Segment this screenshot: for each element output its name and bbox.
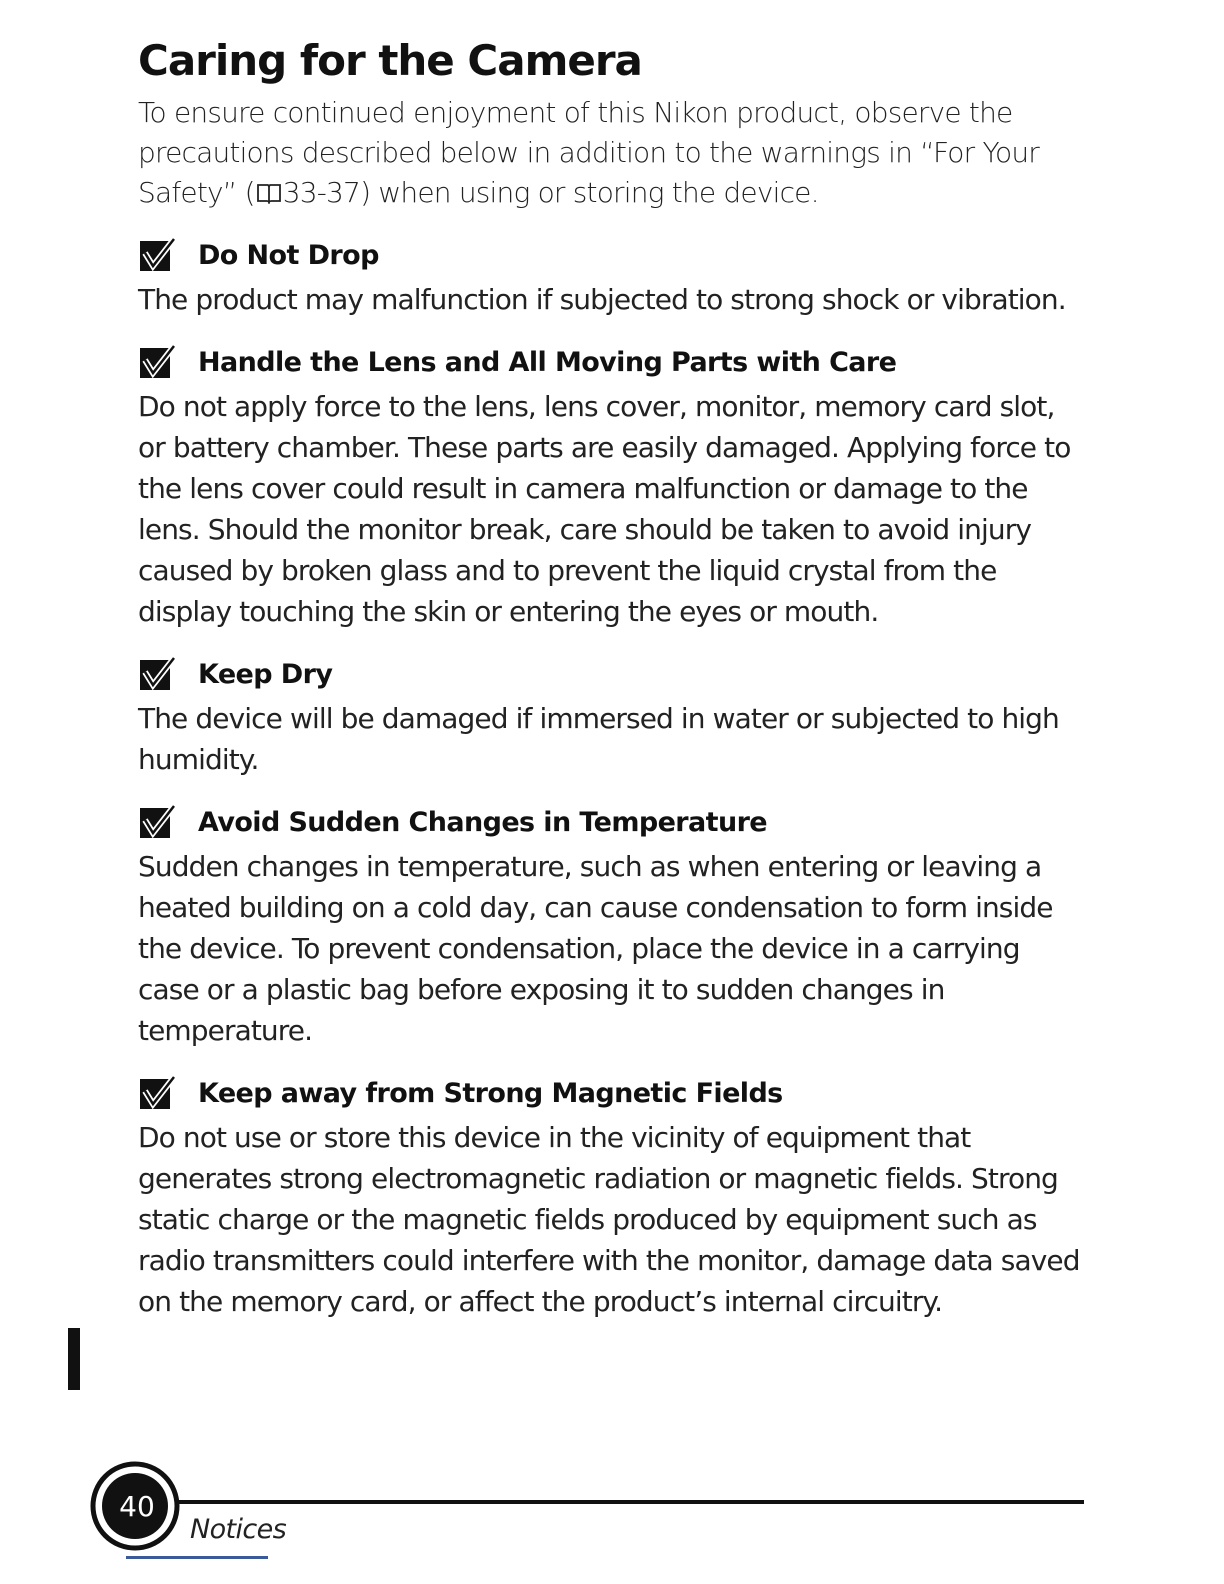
section-body: Do not use or store this device in the vicinity of equipment that generates strong electromagnetic radiation or magnetic fields. Strong static charge or the magnetic fields produced by equipment such as radio transmitters could interfere with the monitor, damage data saved on the memory card, or affect the product’s internal circuitry.	[138, 1121, 1080, 1318]
section-title: Handle the Lens and All Moving Parts with Care	[198, 346, 897, 378]
section-title: Avoid Sudden Changes in Temperature	[198, 806, 767, 838]
intro-paragraph	[138, 93, 1088, 213]
page-content	[138, 36, 1088, 1322]
book-icon	[256, 182, 282, 204]
section-heading	[138, 802, 1088, 842]
footer-rule	[176, 1500, 1084, 1504]
check-icon	[138, 1075, 178, 1111]
check-icon	[138, 804, 178, 840]
section-magnetic-fields	[138, 1073, 1088, 1322]
check-icon	[138, 344, 178, 380]
check-icon	[138, 237, 178, 273]
check-icon	[138, 656, 178, 692]
section-body: The product may malfunction if subjected to strong shock or vibration.	[138, 283, 1066, 316]
section-heading	[138, 654, 1088, 694]
section-handle-lens	[138, 342, 1088, 632]
section-body: Sudden changes in temperature, such as when entering or leaving a heated building on a cold day, can cause condensation to form inside the device. To prevent condensation, place the device in a carrying case or a plastic bag before exposing it to sudden changes in temperature.	[138, 850, 1053, 1047]
section-title: Keep Dry	[198, 658, 333, 690]
section-keep-dry	[138, 654, 1088, 780]
section-title: Keep away from Strong Magnetic Fields	[198, 1077, 783, 1109]
page-title: Caring for the Camera	[138, 36, 642, 85]
intro-text-end: ) when using or storing the device.	[360, 176, 819, 209]
section-do-not-drop	[138, 235, 1088, 320]
footer-underline	[126, 1556, 268, 1559]
section-heading	[138, 342, 1088, 382]
intro-page-ref: 33-37	[282, 176, 361, 209]
section-body: Do not apply force to the lens, lens cover, monitor, memory card slot, or battery chamber. These parts are easily damaged. Applying force to the lens cover could result in camera malfunction or damage to the lens. Should the monitor break, care should be taken to avoid injury caused by broken glass and to prevent the liquid crystal from the display touching the skin or entering the eyes or mouth.	[138, 390, 1071, 628]
section-temperature	[138, 802, 1088, 1051]
section-heading	[138, 1073, 1088, 1113]
section-heading	[138, 235, 1088, 275]
intro-text: To ensure continued enjoyment of this Nikon product, observe the precautions described below in addition to the warnings in “For Your Safety” (	[138, 96, 1040, 209]
margin-bar	[68, 1328, 80, 1390]
page-number: 40	[119, 1489, 155, 1523]
footer-section-label: Notices	[190, 1514, 287, 1545]
section-body: The device will be damaged if immersed in water or subjected to high humidity.	[138, 702, 1059, 776]
section-title: Do Not Drop	[198, 239, 379, 271]
